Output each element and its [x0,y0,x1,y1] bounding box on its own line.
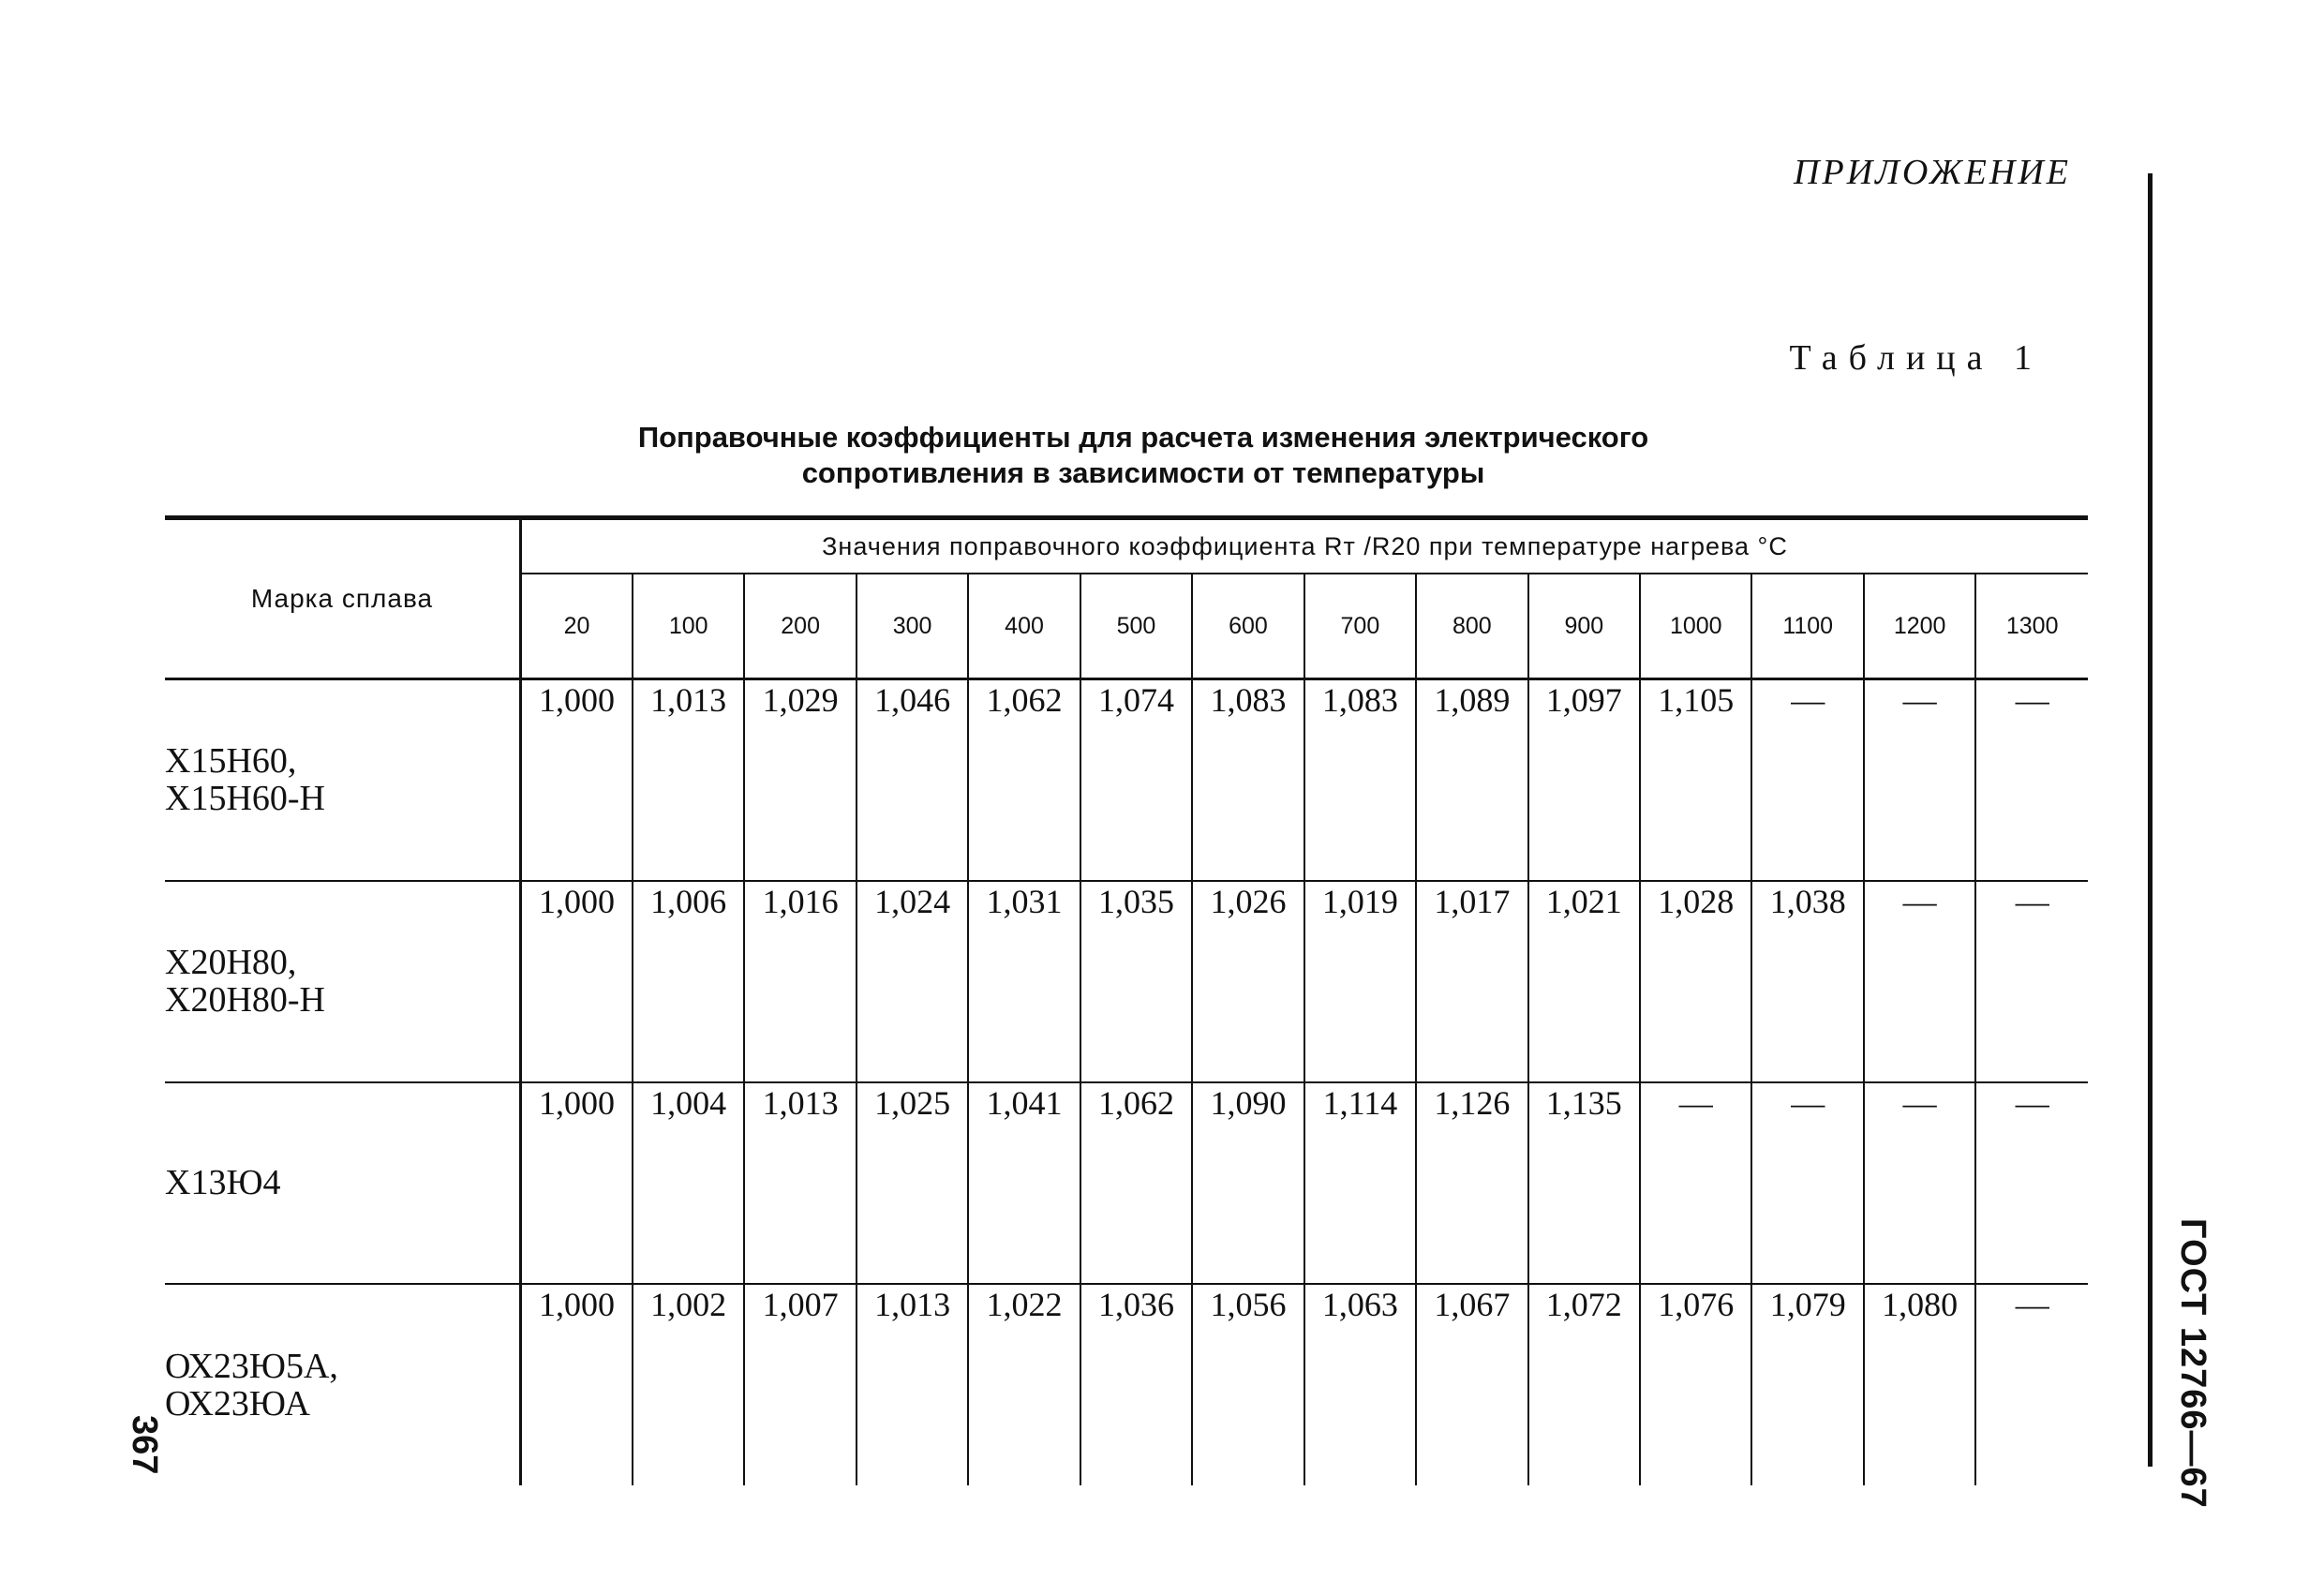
coefficient-cell: 1,079 [1751,1284,1863,1485]
temp-header: 1100 [1751,574,1863,679]
caption-line-2: сопротивления в зависимости от температуры [801,456,1485,489]
coefficient-cell: 1,105 [1640,679,1751,881]
coefficient-cell: 1,007 [744,1284,856,1485]
caption-line-1: Поправочные коэффициенты для расчета изменения электрического [637,421,1649,454]
table-row [165,679,2088,881]
temp-header: 700 [1304,574,1416,679]
coefficient-cell: — [1864,881,1975,1082]
coefficient-cell: 1,063 [1304,1284,1416,1485]
coefficient-cell: — [2015,1285,2049,1323]
coefficient-cell: 1,000 [521,679,633,881]
coefficient-cell: 1,022 [968,1284,1080,1485]
temp-header: 800 [1416,574,1527,679]
table-caption [469,420,1818,491]
coefficient-cell: 1,074 [1080,679,1192,881]
coefficient-cell: 1,021 [1528,881,1640,1082]
coefficient-cell: 1,126 [1416,1082,1527,1284]
table-number: Таблица 1 [1789,338,2043,378]
temp-header: 100 [633,574,744,679]
coefficient-cell: 1,080 [1864,1284,1975,1485]
table-row [165,881,2088,1082]
coefficient-cell: 1,062 [1080,1082,1192,1284]
coefficient-cell: 1,013 [744,1082,856,1284]
coefficient-table [165,515,2088,1485]
temp-header: 500 [1080,574,1192,679]
coefficient-cell: 1,083 [1304,679,1416,881]
header-row-1 [165,518,2088,574]
coefficient-cell: 1,056 [1192,1284,1304,1485]
coefficient-cell: 1,029 [744,679,856,881]
alloy-name [165,1082,521,1284]
alloy-name-line-2: Х15Н60-Н [165,779,325,819]
coefficient-cell: 1,135 [1528,1082,1640,1284]
coefficient-cell: 1,004 [633,1082,744,1284]
coefficient-cell: 1,000 [521,1082,633,1284]
coefficient-cell: 1,025 [857,1082,968,1284]
coefficient-cell: — [1864,679,1975,881]
temp-header: 200 [744,574,856,679]
temp-header: 900 [1528,574,1640,679]
temp-header: 400 [968,574,1080,679]
alloy-name [165,679,521,881]
temp-header: 20 [521,574,633,679]
coefficient-cell: 1,076 [1640,1284,1751,1485]
alloy-name-line-1: Х15Н60, [165,741,297,782]
coefficient-cell: 1,083 [1192,679,1304,881]
table-row [165,1284,2088,1485]
coefficient-cell: 1,097 [1528,679,1640,881]
coefficient-cell: 1,035 [1080,881,1192,1082]
appendix-heading: ПРИЛОЖЕНИЕ [1794,153,2071,192]
alloy-name-line-1: Х13Ю4 [165,1163,281,1202]
coefficient-cell: 1,026 [1192,881,1304,1082]
coefficient-cell: — [1975,1082,2088,1284]
coefficient-cell: 1,000 [521,1284,633,1485]
coefficient-cell: 1,016 [744,881,856,1082]
coefficient-cell: 1,000 [521,881,633,1082]
alloy-name [165,1284,521,1485]
alloy-name-line-2: ОХ23ЮА [165,1383,310,1424]
margin-rule [2148,173,2153,1467]
coefficient-cell: — [1640,1082,1751,1284]
coefficient-cell: — [1864,1082,1975,1284]
coefficient-cell: 1,062 [968,679,1080,881]
alloy-name-line-1: ОХ23Ю5А, [165,1346,338,1386]
temp-header: 300 [857,574,968,679]
coefficient-cell: 1,036 [1080,1284,1192,1485]
coefficient-cell: 1,013 [633,679,744,881]
coefficient-cell: — [1751,679,1863,881]
coefficient-cell: 1,028 [1640,881,1751,1082]
coefficient-cell: — [1975,679,2088,881]
coefficient-cell: 1,067 [1416,1284,1527,1485]
coefficient-cell: 1,046 [857,679,968,881]
coefficient-group-header: Значения поправочного коэффициента Rт /R20 при температуре нагрева °С [521,518,2089,574]
coefficient-cell: 1,090 [1192,1082,1304,1284]
coefficient-cell: 1,019 [1304,881,1416,1082]
coefficient-cell: 1,114 [1304,1082,1416,1284]
temp-header: 1200 [1864,574,1975,679]
alloy-name-line-1: Х20Н80, [165,943,297,982]
coefficient-cell: 1,024 [857,881,968,1082]
coefficient-cell: 1,002 [633,1284,744,1485]
coefficient-cell: 1,041 [968,1082,1080,1284]
alloy-name-line-2: Х20Н80-Н [165,980,325,1020]
table-row [165,1082,2088,1284]
temp-header: 1000 [1640,574,1751,679]
coefficient-cell: 1,006 [633,881,744,1082]
page-number: 367 [125,1415,164,1475]
standard-designation: ГОСТ 12766—67 [2173,1218,2212,1509]
coefficient-cell: 1,031 [968,881,1080,1082]
coefficient-cell: 1,013 [857,1284,968,1485]
coefficient-cell: 1,072 [1528,1284,1640,1485]
temp-header: 600 [1192,574,1304,679]
coefficient-cell: 1,038 [1751,881,1863,1082]
alloy-name [165,881,521,1082]
temp-header: 1300 [1975,574,2088,679]
coefficient-cell: 1,017 [1416,881,1527,1082]
alloy-brand-header: Марка сплава [165,518,521,679]
coefficient-cell: — [1751,1082,1863,1284]
coefficient-cell: — [1975,881,2088,1082]
coefficient-cell: 1,089 [1416,679,1527,881]
